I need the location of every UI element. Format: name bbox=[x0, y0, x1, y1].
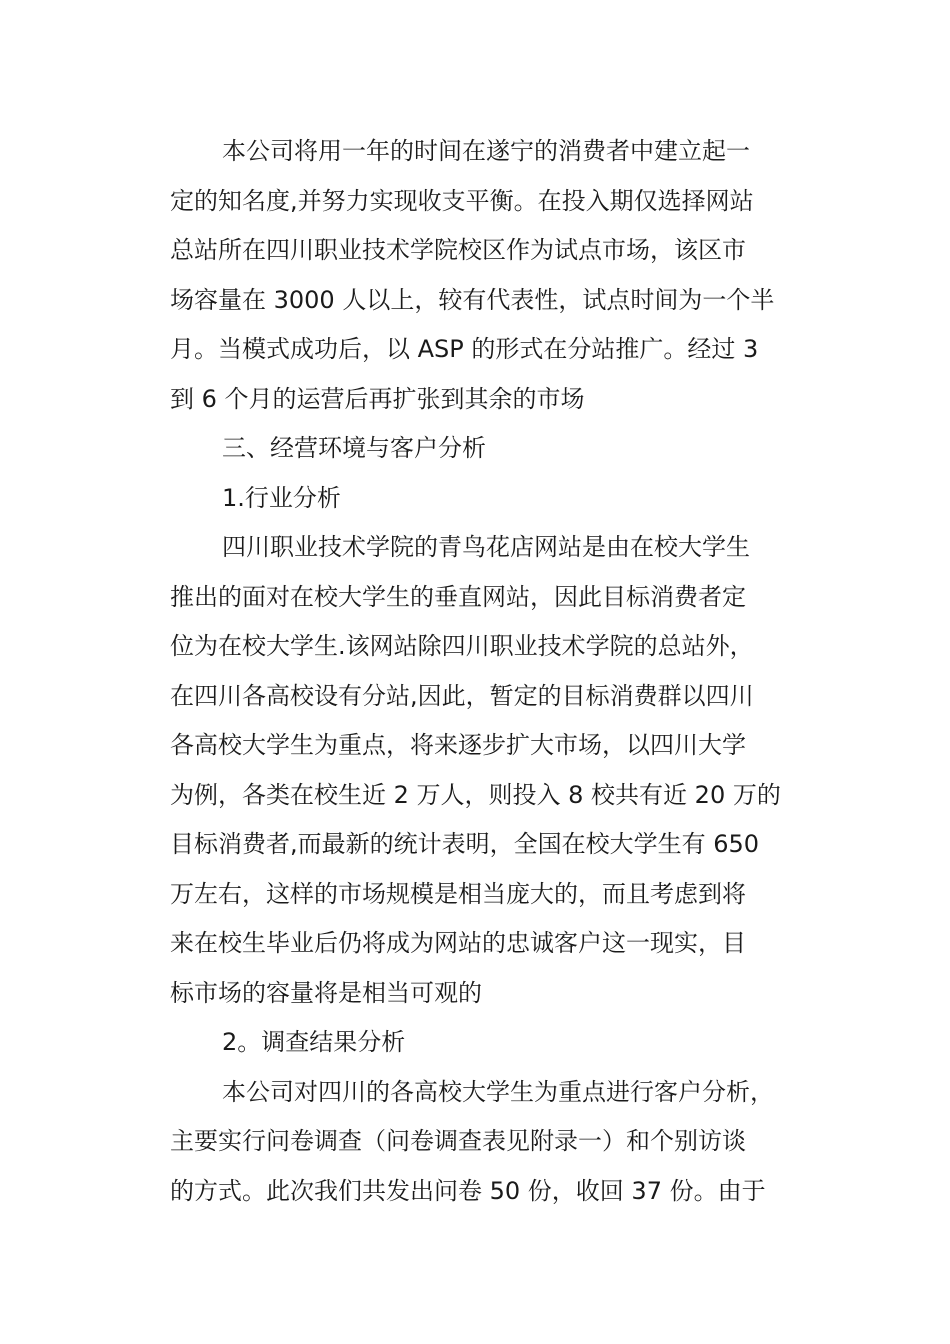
text-line: 来在校生毕业后仍将成为网站的忠诚客户这一现实，目 bbox=[170, 929, 746, 957]
text-line: 四川职业技术学院的青鸟花店网站是由在校大学生 bbox=[222, 533, 750, 561]
text-line: 各高校大学生为重点，将来逐步扩大市场，以四川大学 bbox=[170, 731, 746, 759]
text-line: 本公司对四川的各高校大学生为重点进行客户分析， bbox=[222, 1077, 774, 1106]
text-line: 总站所在四川职业技术学院校区作为试点市场，该区市 bbox=[170, 236, 746, 264]
text-line: 2。调查结果分析 bbox=[222, 1028, 406, 1056]
document-body bbox=[170, 127, 810, 1216]
text-line: 主要实行问卷调查（问卷调查表见附录一）和个别访谈 bbox=[170, 1127, 746, 1155]
text-line: 目标消费者,而最新的统计表明，全国在校大学生有 650 bbox=[170, 830, 760, 858]
text-line: 到 6 个月的运营后再扩张到其余的市场 bbox=[170, 384, 585, 413]
text-line: 为例，各类在校生近 2 万人，则投入 8 校共有近 20 万的 bbox=[170, 780, 781, 809]
text-line: 1.行业分析 bbox=[222, 483, 341, 512]
text-line: 月。当模式成功后，以 ASP 的形式在分站推广。经过 3 bbox=[170, 335, 759, 363]
text-line: 在四川各高校设有分站,因此，暂定的目标消费群以四川 bbox=[170, 681, 754, 710]
text-line: 标市场的容量将是相当可观的 bbox=[170, 978, 482, 1007]
text-line: 三、经营环境与客户分析 bbox=[222, 434, 486, 462]
text-line: 的方式。此次我们共发出问卷 50 份，收回 37 份。由于 bbox=[170, 1176, 766, 1205]
text-line: 本公司将用一年的时间在遂宁的消费者中建立起一 bbox=[222, 137, 750, 165]
text-line: 万左右，这样的市场规模是相当庞大的，而且考虑到将 bbox=[170, 879, 746, 908]
text-line: 场容量在 3000 人以上，较有代表性，试点时间为一个半 bbox=[170, 285, 775, 314]
text-line: 定的知名度,并努力实现收支平衡。在投入期仅选择网站 bbox=[170, 186, 754, 215]
text-line: 推出的面对在校大学生的垂直网站，因此目标消费者定 bbox=[170, 582, 746, 611]
text-line: 位为在校大学生.该网站除四川职业技术学院的总站外， bbox=[170, 632, 754, 660]
